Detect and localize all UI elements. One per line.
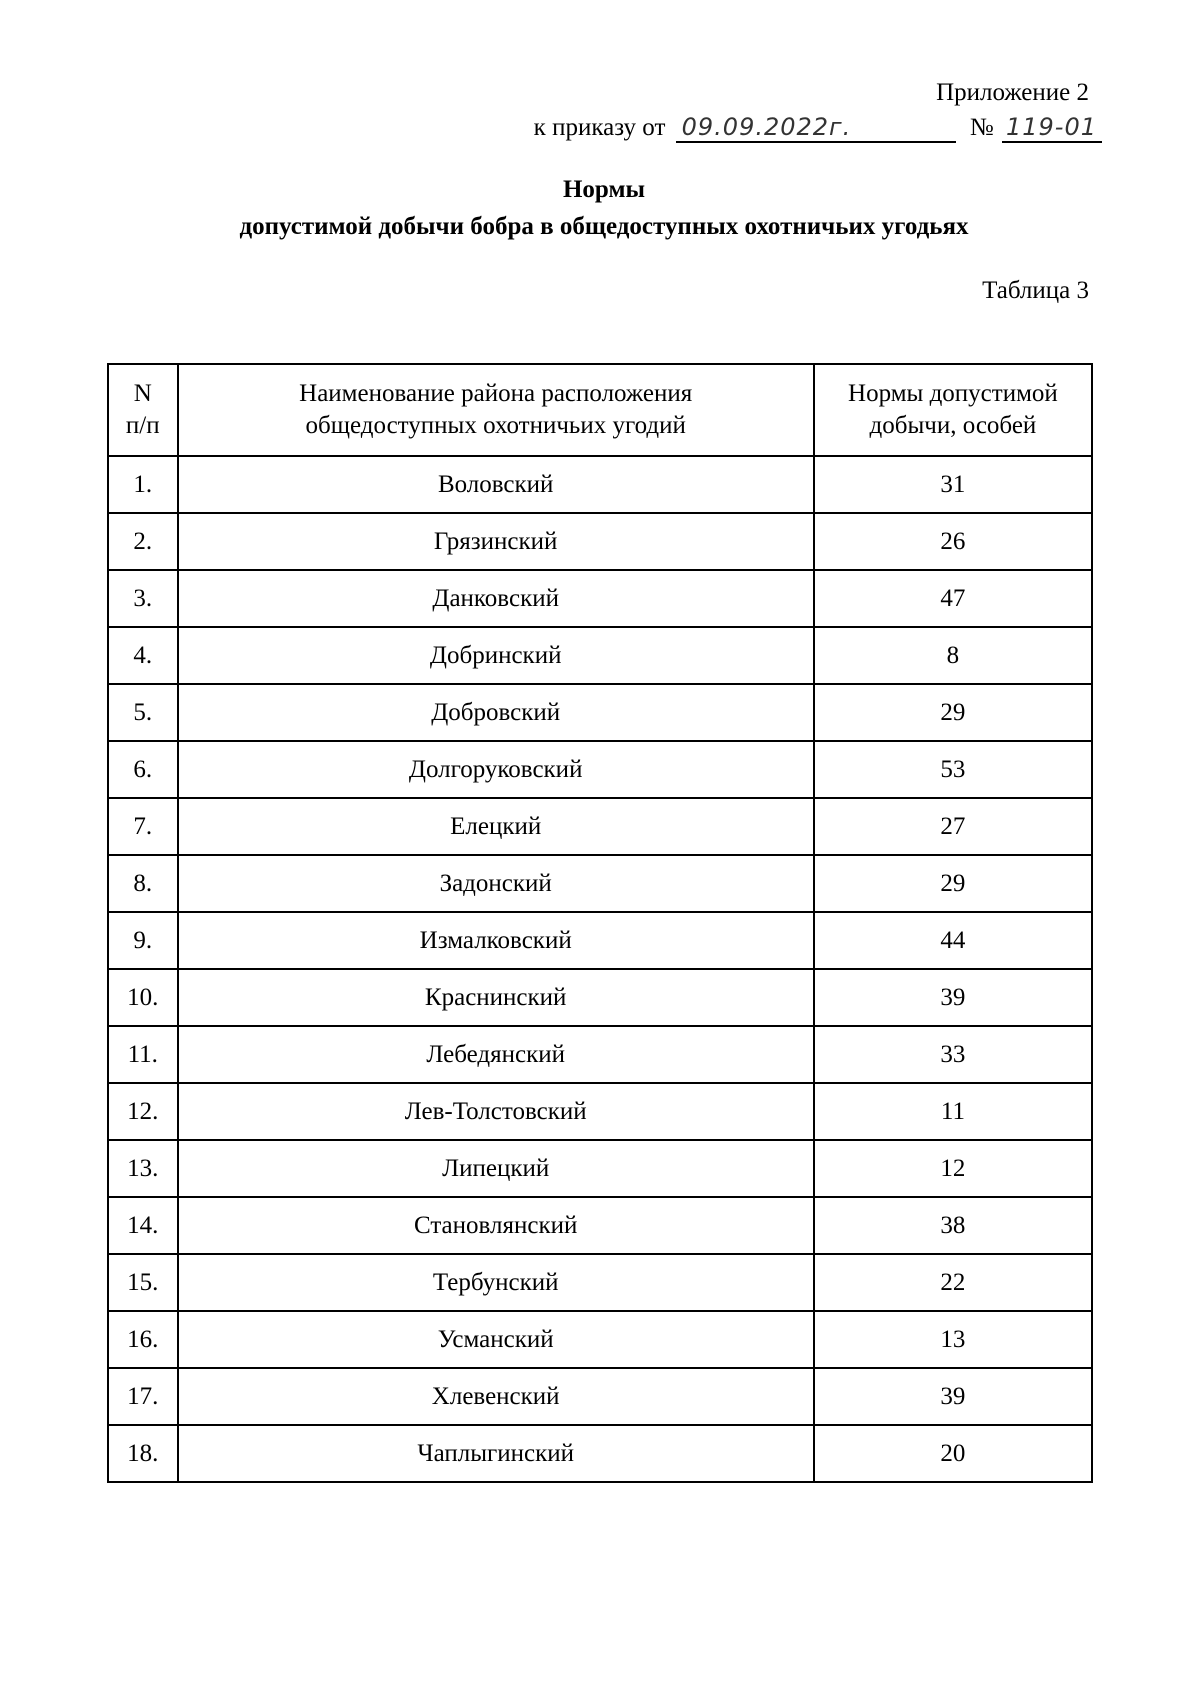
- header-district-line1: Наименование района расположения: [299, 380, 693, 407]
- document-subtitle: допустимой добычи бобра в общедоступных охотничьих угодьях: [239, 213, 969, 240]
- norms-table: [107, 363, 1093, 1483]
- table-row: [108, 456, 1092, 513]
- number-sign: №: [969, 114, 994, 141]
- document-title: Нормы: [562, 176, 646, 203]
- row-number: 14.: [108, 1197, 178, 1254]
- row-norm: 22: [814, 1254, 1092, 1311]
- row-norm: 29: [814, 855, 1092, 912]
- row-number: 11.: [108, 1026, 178, 1083]
- row-number: 17.: [108, 1368, 178, 1425]
- row-district: Хлевенский: [178, 1368, 814, 1425]
- table-row: [108, 1026, 1092, 1083]
- table-label: Таблица 3: [982, 277, 1089, 304]
- row-norm: 26: [814, 513, 1092, 570]
- row-number: 5.: [108, 684, 178, 741]
- table-row: [108, 513, 1092, 570]
- row-number: 16.: [108, 1311, 178, 1368]
- row-district: Тербунский: [178, 1254, 814, 1311]
- row-number: 18.: [108, 1425, 178, 1482]
- table-header-row: [108, 364, 1092, 456]
- table-row: [108, 1311, 1092, 1368]
- row-number: 6.: [108, 741, 178, 798]
- row-norm: 12: [814, 1140, 1092, 1197]
- order-date-field: [676, 111, 956, 143]
- row-number: 12.: [108, 1083, 178, 1140]
- row-number: 8.: [108, 855, 178, 912]
- row-number: 7.: [108, 798, 178, 855]
- row-norm: 29: [814, 684, 1092, 741]
- row-number: 2.: [108, 513, 178, 570]
- row-district: Добровский: [178, 684, 814, 741]
- row-number: 9.: [108, 912, 178, 969]
- row-district: Липецкий: [178, 1140, 814, 1197]
- row-number: 1.: [108, 456, 178, 513]
- table-row: [108, 684, 1092, 741]
- header-norm-line1: Нормы допустимой: [848, 380, 1058, 407]
- header-number-line1: N: [133, 380, 152, 407]
- table-row: [108, 1368, 1092, 1425]
- row-district: Измалковский: [178, 912, 814, 969]
- row-norm: 11: [814, 1083, 1092, 1140]
- row-district: Краснинский: [178, 969, 814, 1026]
- order-reference: [534, 108, 1102, 148]
- row-norm: 27: [814, 798, 1092, 855]
- table-row: [108, 798, 1092, 855]
- row-norm: 8: [814, 627, 1092, 684]
- row-district: Лев-Толстовский: [178, 1083, 814, 1140]
- row-district: Становлянский: [178, 1197, 814, 1254]
- row-norm: 33: [814, 1026, 1092, 1083]
- header-norm-line2: добычи, особей: [869, 412, 1037, 439]
- row-norm: 13: [814, 1311, 1092, 1368]
- row-number: 13.: [108, 1140, 178, 1197]
- order-number-field: [1002, 111, 1102, 143]
- table-row: [108, 570, 1092, 627]
- row-district: Данковский: [178, 570, 814, 627]
- row-norm: 44: [814, 912, 1092, 969]
- table-row: [108, 1425, 1092, 1482]
- appendix-label: Приложение 2: [936, 79, 1089, 106]
- order-number-handwritten: 119-01: [1006, 113, 1098, 141]
- row-district: Усманский: [178, 1311, 814, 1368]
- row-number: 3.: [108, 570, 178, 627]
- row-norm: 47: [814, 570, 1092, 627]
- row-district: Грязинский: [178, 513, 814, 570]
- row-district: Воловский: [178, 456, 814, 513]
- header-district-line2: общедоступных охотничьих угодий: [305, 412, 686, 439]
- table-row: [108, 912, 1092, 969]
- table-row: [108, 1083, 1092, 1140]
- row-norm: 20: [814, 1425, 1092, 1482]
- table-row: [108, 1197, 1092, 1254]
- row-number: 15.: [108, 1254, 178, 1311]
- table-row: [108, 1140, 1092, 1197]
- row-number: 10.: [108, 969, 178, 1026]
- row-district: Задонский: [178, 855, 814, 912]
- header-number: [108, 364, 178, 456]
- row-norm: 39: [814, 969, 1092, 1026]
- order-date-handwritten: 09.09.2022г.: [681, 113, 852, 141]
- table-row: [108, 855, 1092, 912]
- table-row: [108, 741, 1092, 798]
- header-norm: [814, 364, 1092, 456]
- header-number-line2: п/п: [125, 412, 160, 439]
- table-row: [108, 1254, 1092, 1311]
- table-row: [108, 627, 1092, 684]
- row-district: Елецкий: [178, 798, 814, 855]
- row-district: Добринский: [178, 627, 814, 684]
- row-district: Долгоруковский: [178, 741, 814, 798]
- row-norm: 38: [814, 1197, 1092, 1254]
- order-prefix: к приказу от: [533, 114, 666, 141]
- row-norm: 53: [814, 741, 1092, 798]
- row-norm: 39: [814, 1368, 1092, 1425]
- row-district: Лебедянский: [178, 1026, 814, 1083]
- row-number: 4.: [108, 627, 178, 684]
- header-district: [178, 364, 814, 456]
- row-norm: 31: [814, 456, 1092, 513]
- table-row: [108, 969, 1092, 1026]
- row-district: Чаплыгинский: [178, 1425, 814, 1482]
